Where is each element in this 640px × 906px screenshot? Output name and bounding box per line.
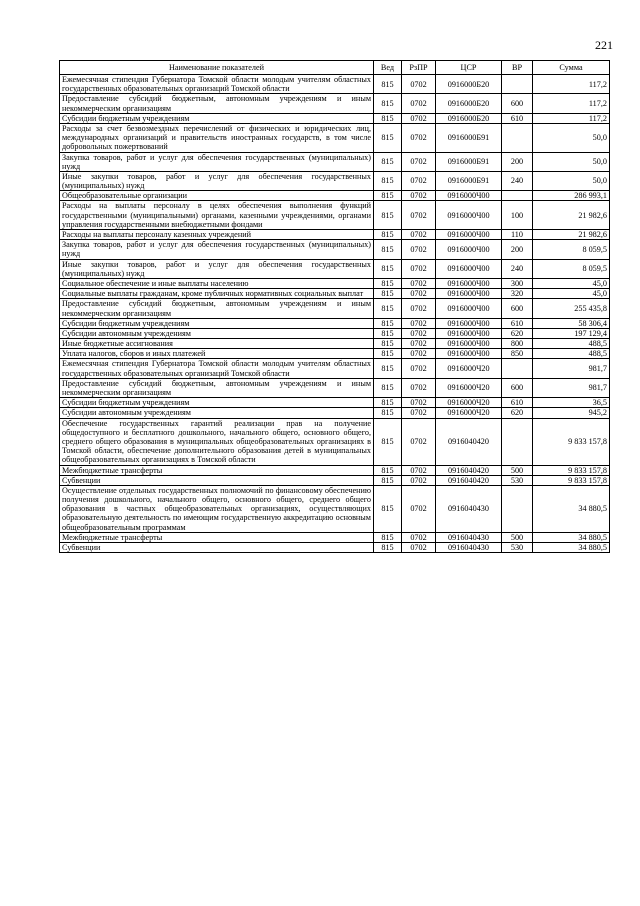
row-csr-cell: 0916000Ч20 xyxy=(436,398,502,408)
row-sum-cell: 50,0 xyxy=(533,171,610,190)
table-row xyxy=(60,240,610,259)
table-row xyxy=(60,191,610,201)
row-vr-cell: 620 xyxy=(502,408,533,418)
row-sum-cell: 981,7 xyxy=(533,378,610,397)
row-sum-cell: 197 129,4 xyxy=(533,328,610,338)
row-csr-cell: 0916000Ч00 xyxy=(436,289,502,299)
row-vr-cell: 600 xyxy=(502,94,533,113)
row-rzpr-cell: 0702 xyxy=(402,191,436,201)
table-row xyxy=(60,299,610,318)
row-sum-cell: 8 059,5 xyxy=(533,240,610,259)
row-ved-cell: 815 xyxy=(374,543,402,553)
table-row xyxy=(60,485,610,532)
row-name-cell: Расходы на выплаты персоналу в целях обеспечения выполнения функций государственными (муниципальными) органами, казенными учреждениями, органами управления государственными внебюджетными фондами xyxy=(60,201,374,230)
row-name-cell: Закупка товаров, работ и услуг для обеспечения государственных (муниципальных) нужд xyxy=(60,240,374,259)
row-csr-cell: 0916000Б91 xyxy=(436,123,502,152)
row-ved-cell: 815 xyxy=(374,278,402,288)
row-csr-cell: 0916000Ч00 xyxy=(436,201,502,230)
header-name: Наименование показателей xyxy=(60,61,374,75)
header-csr: ЦСР xyxy=(436,61,502,75)
row-ved-cell: 815 xyxy=(374,123,402,152)
row-sum-cell: 117,2 xyxy=(533,94,610,113)
row-sum-cell: 45,0 xyxy=(533,289,610,299)
row-ved-cell: 815 xyxy=(374,113,402,123)
row-ved-cell: 815 xyxy=(374,398,402,408)
row-name-cell: Субсидии бюджетным учреждениям xyxy=(60,113,374,123)
row-csr-cell: 0916000Ч20 xyxy=(436,378,502,397)
row-sum-cell: 34 880,5 xyxy=(533,532,610,542)
row-name-cell: Предоставление субсидий бюджетным, автономным учреждениям и иным некоммерческим организациям xyxy=(60,378,374,397)
row-ved-cell: 815 xyxy=(374,418,402,465)
row-vr-cell: 500 xyxy=(502,532,533,542)
row-sum-cell: 58 306,4 xyxy=(533,318,610,328)
row-ved-cell: 815 xyxy=(374,191,402,201)
row-csr-cell: 0916000Ч00 xyxy=(436,349,502,359)
row-vr-cell: 200 xyxy=(502,152,533,171)
row-ved-cell: 815 xyxy=(374,339,402,349)
row-name-cell: Субвенции xyxy=(60,543,374,553)
table-row xyxy=(60,123,610,152)
row-csr-cell: 0916040420 xyxy=(436,465,502,475)
table-row xyxy=(60,230,610,240)
row-sum-cell: 36,5 xyxy=(533,398,610,408)
row-csr-cell: 0916040430 xyxy=(436,543,502,553)
row-csr-cell: 0916000Ч20 xyxy=(436,408,502,418)
row-sum-cell: 34 880,5 xyxy=(533,485,610,532)
row-rzpr-cell: 0702 xyxy=(402,418,436,465)
row-rzpr-cell: 0702 xyxy=(402,359,436,378)
row-sum-cell: 488,5 xyxy=(533,349,610,359)
row-vr-cell: 300 xyxy=(502,278,533,288)
row-rzpr-cell: 0702 xyxy=(402,349,436,359)
row-csr-cell: 0916000Б20 xyxy=(436,94,502,113)
row-vr-cell: 610 xyxy=(502,318,533,328)
header-vr: ВР xyxy=(502,61,533,75)
row-vr-cell: 620 xyxy=(502,328,533,338)
row-name-cell: Иные бюджетные ассигнования xyxy=(60,339,374,349)
row-vr-cell: 800 xyxy=(502,339,533,349)
row-rzpr-cell: 0702 xyxy=(402,339,436,349)
row-ved-cell: 815 xyxy=(374,359,402,378)
page-number: 221 xyxy=(595,38,613,52)
row-rzpr-cell: 0702 xyxy=(402,299,436,318)
table-row xyxy=(60,349,610,359)
row-ved-cell: 815 xyxy=(374,378,402,397)
row-rzpr-cell: 0702 xyxy=(402,378,436,397)
row-vr-cell: 850 xyxy=(502,349,533,359)
row-name-cell: Субсидии бюджетным учреждениям xyxy=(60,318,374,328)
table-row xyxy=(60,259,610,278)
row-vr-cell: 100 xyxy=(502,201,533,230)
row-rzpr-cell: 0702 xyxy=(402,465,436,475)
table-row xyxy=(60,278,610,288)
row-name-cell: Субсидии бюджетным учреждениям xyxy=(60,398,374,408)
header-sum: Сумма xyxy=(533,61,610,75)
row-csr-cell: 0916000Ч00 xyxy=(436,339,502,349)
table-row xyxy=(60,94,610,113)
row-rzpr-cell: 0702 xyxy=(402,171,436,190)
table-row xyxy=(60,418,610,465)
row-sum-cell: 50,0 xyxy=(533,123,610,152)
row-ved-cell: 815 xyxy=(374,465,402,475)
row-sum-cell: 255 435,8 xyxy=(533,299,610,318)
row-rzpr-cell: 0702 xyxy=(402,75,436,94)
row-csr-cell: 0916040430 xyxy=(436,532,502,542)
row-name-cell: Субсидии автономным учреждениям xyxy=(60,328,374,338)
row-vr-cell: 110 xyxy=(502,230,533,240)
row-csr-cell: 0916000Ч00 xyxy=(436,328,502,338)
table-row xyxy=(60,201,610,230)
row-rzpr-cell: 0702 xyxy=(402,152,436,171)
row-vr-cell xyxy=(502,191,533,201)
row-csr-cell: 0916000Ч00 xyxy=(436,299,502,318)
row-rzpr-cell: 0702 xyxy=(402,408,436,418)
row-sum-cell: 9 833 157,8 xyxy=(533,465,610,475)
row-sum-cell: 981,7 xyxy=(533,359,610,378)
row-ved-cell: 815 xyxy=(374,485,402,532)
budget-table xyxy=(59,60,610,553)
table-row xyxy=(60,378,610,397)
row-vr-cell: 320 xyxy=(502,289,533,299)
row-csr-cell: 0916040420 xyxy=(436,418,502,465)
row-vr-cell xyxy=(502,75,533,94)
row-sum-cell: 45,0 xyxy=(533,278,610,288)
row-ved-cell: 815 xyxy=(374,259,402,278)
table-row xyxy=(60,398,610,408)
table-row xyxy=(60,75,610,94)
row-name-cell: Межбюджетные трансферты xyxy=(60,465,374,475)
table-row xyxy=(60,465,610,475)
row-csr-cell: 0916000Ч00 xyxy=(436,318,502,328)
row-rzpr-cell: 0702 xyxy=(402,201,436,230)
row-name-cell: Социальное обеспечение и иные выплаты населению xyxy=(60,278,374,288)
row-csr-cell: 0916000Ч00 xyxy=(436,230,502,240)
row-name-cell: Общеобразовательные организации xyxy=(60,191,374,201)
row-vr-cell: 530 xyxy=(502,475,533,485)
row-name-cell: Предоставление субсидий бюджетным, автономным учреждениям и иным некоммерческим организациям xyxy=(60,94,374,113)
row-vr-cell: 610 xyxy=(502,113,533,123)
row-ved-cell: 815 xyxy=(374,299,402,318)
row-csr-cell: 0916000Ч00 xyxy=(436,278,502,288)
row-name-cell: Иные закупки товаров, работ и услуг для обеспечения государственных (муниципальных) нужд xyxy=(60,259,374,278)
row-name-cell: Обеспечение государственных гарантий реализации прав на получение общедоступного и бесплатного дошкольного, начального общего, основного общего, среднего общего образования в муниципальных общеобразовательных организациях в Томской области, обеспечение дополнительного образования детей в муниципальных общеобразовательных организациях в Томской области xyxy=(60,418,374,465)
row-sum-cell: 9 833 157,8 xyxy=(533,418,610,465)
row-vr-cell: 600 xyxy=(502,299,533,318)
row-csr-cell: 0916000Ч00 xyxy=(436,240,502,259)
row-rzpr-cell: 0702 xyxy=(402,94,436,113)
row-rzpr-cell: 0702 xyxy=(402,278,436,288)
table-body xyxy=(60,75,610,553)
row-rzpr-cell: 0702 xyxy=(402,259,436,278)
row-sum-cell: 945,2 xyxy=(533,408,610,418)
row-name-cell: Предоставление субсидий бюджетным, автономным учреждениям и иным некоммерческим организациям xyxy=(60,299,374,318)
row-csr-cell: 0916000Б20 xyxy=(436,75,502,94)
row-ved-cell: 815 xyxy=(374,475,402,485)
table-row xyxy=(60,543,610,553)
table-row xyxy=(60,289,610,299)
header-row xyxy=(60,61,610,75)
row-rzpr-cell: 0702 xyxy=(402,240,436,259)
row-rzpr-cell: 0702 xyxy=(402,398,436,408)
row-sum-cell: 50,0 xyxy=(533,152,610,171)
row-rzpr-cell: 0702 xyxy=(402,485,436,532)
table-row xyxy=(60,318,610,328)
row-csr-cell: 0916040430 xyxy=(436,485,502,532)
row-vr-cell: 610 xyxy=(502,398,533,408)
row-sum-cell: 8 059,5 xyxy=(533,259,610,278)
row-rzpr-cell: 0702 xyxy=(402,318,436,328)
table-row xyxy=(60,408,610,418)
row-name-cell: Осуществление отдельных государственных полномочий по финансовому обеспечению получения дошкольного, начального общего, основного общего, среднего общего образования в частных общеобразовательных организациях, осуществляющих образовательную деятельность по имеющим государственную аккредитацию основным общеобразовательным программам xyxy=(60,485,374,532)
table-row xyxy=(60,532,610,542)
row-vr-cell: 240 xyxy=(502,171,533,190)
row-name-cell: Социальные выплаты гражданам, кроме публичных нормативных социальных выплат xyxy=(60,289,374,299)
row-rzpr-cell: 0702 xyxy=(402,113,436,123)
row-csr-cell: 0916000Б20 xyxy=(436,113,502,123)
row-name-cell: Субвенции xyxy=(60,475,374,485)
table-header xyxy=(60,61,610,75)
row-ved-cell: 815 xyxy=(374,349,402,359)
row-sum-cell: 286 993,1 xyxy=(533,191,610,201)
row-vr-cell xyxy=(502,359,533,378)
row-name-cell: Закупка товаров, работ и услуг для обеспечения государственных (муниципальных) нужд xyxy=(60,152,374,171)
row-ved-cell: 815 xyxy=(374,328,402,338)
table-row xyxy=(60,475,610,485)
row-ved-cell: 815 xyxy=(374,289,402,299)
header-rzpr: РзПР xyxy=(402,61,436,75)
row-name-cell: Межбюджетные трансферты xyxy=(60,532,374,542)
row-ved-cell: 815 xyxy=(374,408,402,418)
row-ved-cell: 815 xyxy=(374,240,402,259)
row-rzpr-cell: 0702 xyxy=(402,123,436,152)
row-name-cell: Расходы на выплаты персоналу казенных учреждений xyxy=(60,230,374,240)
row-rzpr-cell: 0702 xyxy=(402,475,436,485)
row-name-cell: Субсидии автономным учреждениям xyxy=(60,408,374,418)
row-ved-cell: 815 xyxy=(374,75,402,94)
row-ved-cell: 815 xyxy=(374,94,402,113)
row-vr-cell: 500 xyxy=(502,465,533,475)
row-ved-cell: 815 xyxy=(374,532,402,542)
row-rzpr-cell: 0702 xyxy=(402,289,436,299)
row-vr-cell: 240 xyxy=(502,259,533,278)
row-sum-cell: 21 982,6 xyxy=(533,201,610,230)
row-csr-cell: 0916000Б91 xyxy=(436,152,502,171)
header-ved: Вед xyxy=(374,61,402,75)
row-vr-cell: 600 xyxy=(502,378,533,397)
row-sum-cell: 34 880,5 xyxy=(533,543,610,553)
row-rzpr-cell: 0702 xyxy=(402,532,436,542)
row-ved-cell: 815 xyxy=(374,171,402,190)
row-csr-cell: 0916040420 xyxy=(436,475,502,485)
row-ved-cell: 815 xyxy=(374,318,402,328)
row-rzpr-cell: 0702 xyxy=(402,543,436,553)
row-name-cell: Иные закупки товаров, работ и услуг для обеспечения государственных (муниципальных) нужд xyxy=(60,171,374,190)
row-sum-cell: 117,2 xyxy=(533,113,610,123)
row-sum-cell: 9 833 157,8 xyxy=(533,475,610,485)
table-row xyxy=(60,339,610,349)
row-sum-cell: 488,5 xyxy=(533,339,610,349)
row-csr-cell: 0916000Ч00 xyxy=(436,259,502,278)
row-name-cell: Ежемесячная стипендия Губернатора Томской области молодым учителям областных государственных образовательных организаций Томской области xyxy=(60,359,374,378)
row-ved-cell: 815 xyxy=(374,152,402,171)
row-sum-cell: 21 982,6 xyxy=(533,230,610,240)
row-rzpr-cell: 0702 xyxy=(402,230,436,240)
row-name-cell: Расходы за счет безвозмездных перечислений от физических и юридических лиц, международных организаций и правительств иностранных государств, в том числе добровольных пожертвований xyxy=(60,123,374,152)
table-row xyxy=(60,152,610,171)
row-name-cell: Ежемесячная стипендия Губернатора Томской области молодым учителям областных государственных образовательных организаций Томской области xyxy=(60,75,374,94)
table-row xyxy=(60,328,610,338)
table-row xyxy=(60,359,610,378)
row-csr-cell: 0916000Ч00 xyxy=(436,191,502,201)
table-row xyxy=(60,113,610,123)
table-row xyxy=(60,171,610,190)
row-ved-cell: 815 xyxy=(374,201,402,230)
row-vr-cell xyxy=(502,418,533,465)
row-csr-cell: 0916000Б91 xyxy=(436,171,502,190)
row-csr-cell: 0916000Ч20 xyxy=(436,359,502,378)
row-vr-cell: 200 xyxy=(502,240,533,259)
row-ved-cell: 815 xyxy=(374,230,402,240)
row-name-cell: Уплата налогов, сборов и иных платежей xyxy=(60,349,374,359)
row-sum-cell: 117,2 xyxy=(533,75,610,94)
row-vr-cell xyxy=(502,485,533,532)
row-rzpr-cell: 0702 xyxy=(402,328,436,338)
row-vr-cell: 530 xyxy=(502,543,533,553)
row-vr-cell xyxy=(502,123,533,152)
